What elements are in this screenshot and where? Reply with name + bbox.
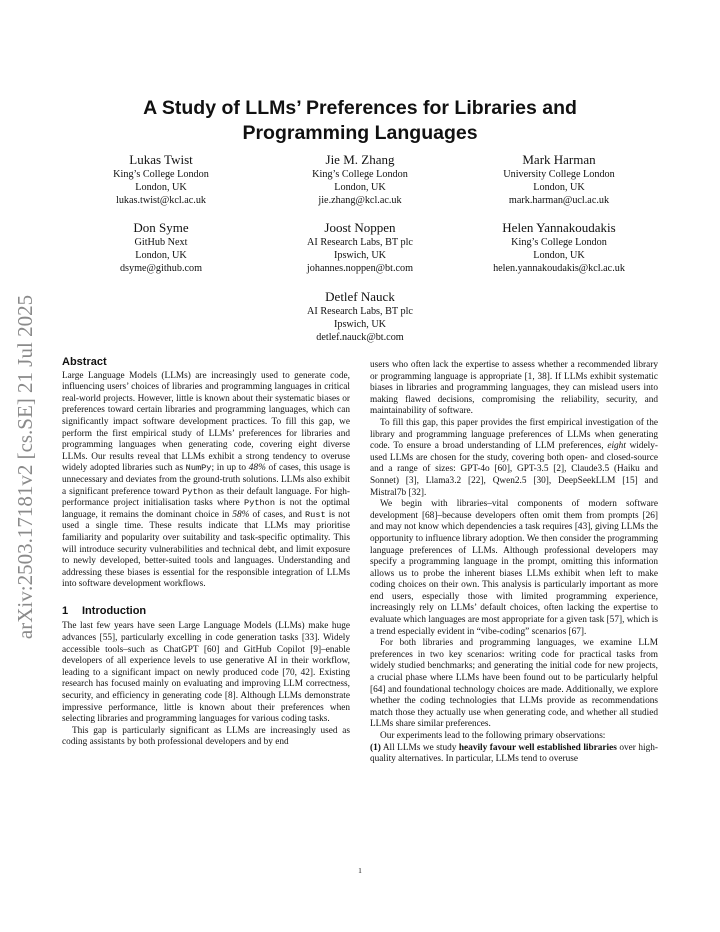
arxiv-stamp-text: arXiv:2503.17181v2 [cs.SE] 21 Jul 2025 — [13, 294, 37, 640]
author-name: Mark Harman — [522, 152, 596, 167]
author-name: Lukas Twist — [129, 152, 193, 167]
rust-code: Rust — [305, 509, 326, 520]
paper-title: A Study of LLMs’ Preferences for Libraries and Programming Languages — [143, 97, 577, 144]
author-name: Don Syme — [133, 220, 189, 235]
intro-paragraph: The last few years have seen Large Language Models (LLMs) make huge advances [55], particularly excelling in code generation tasks [33]. Widely accessible tools–such as ChatGPT [60] and GitHub Copilot [9]–enable developers of all experience levels to use generative AI in their workflow, leading to a significant impact on newly produced code [70, 42]. Existing research has focused mainly on evaluating and improving LLM correctness, security, and efficiency in generating code [8]. Although LLMs demonstrate impressive performance, little is known about their preferences when selecting libraries and programming languages for various coding tasks. — [62, 621, 350, 725]
author-location: London, UK — [533, 182, 585, 194]
author-card — [460, 152, 658, 208]
page-number: 1 — [358, 866, 362, 875]
arxiv-stamp — [4, 262, 48, 672]
author-name: Joost Noppen — [324, 220, 396, 235]
author-email: dsyme@github.com — [119, 263, 203, 275]
author-location: London, UK — [135, 250, 187, 262]
author-affiliation: King’s College London — [511, 237, 607, 248]
author-name: Helen Yannakoudakis — [502, 220, 616, 235]
author-email: helen.yannakoudakis@kcl.ac.uk — [493, 263, 625, 275]
author-location: London, UK — [135, 182, 187, 194]
numpy-code: NumPy — [185, 463, 212, 474]
author-location: Ipswich, UK — [333, 250, 387, 262]
author-email: mark.harman@ucl.ac.uk — [508, 195, 610, 207]
intro-paragraph: This gap is particularly significant as LLMs are increasingly used as coding assistants by both professional developers and by end — [62, 725, 350, 748]
abstract-paragraph: Large Language Models (LLMs) are increasingly used to generate code, influencing users’ choices of libraries and programming languages in critical real-world projects. However, little is known about their systematic biases or preferences toward certain libraries and programming languages, which can significantly impact software development practices. To fill this gap, we perform the first empirical study of LLMs’ preferences for libraries and programming languages when generating code, covering eight diverse LLMs. Our results reveal that LLMs exhibit a strong tendency to overuse widely adopted libraries such as NumPy; in up to 48% of cases, this usage is unnecessary and deviates from the ground-truth solutions. LLMs also exhibit a significant preference toward Python as their default language. For high-performance project initialisation tasks where Python is not the optimal language, it remains the dominant choice in 58% of cases, and Rust is not used a single time. These results indicate that LLMs may prioritise familiarity and popularity over suitability and task-specific optimality. This will introduce security vulnerabilities and technical debt, and limit exposure to newly developed, better-suited tools and languages. Understanding and addressing these biases is essential for the responsible integration of LLMs into software development workflows. — [62, 370, 350, 590]
body-paragraph: For both libraries and programming languages, we examine LLM preferences in two key scenarios: writing code for practical tasks from widely studied benchmarks; and generating the initial code for new projects, a crucial phase where LLMs have been found out to be particularly helpful [64] and foundational technology choices are made. Additionally, we explore whether the coding technologies that LLMs provide as recommendations match those they actually use when generating code, and whether all studied LLMs share similar preferences. — [370, 638, 658, 730]
author-location: London, UK — [334, 182, 386, 194]
author-card — [62, 220, 260, 276]
author-email: johannes.noppen@bt.com — [306, 263, 414, 275]
author-email: jie.zhang@kcl.ac.uk — [318, 195, 402, 207]
author-affiliation: AI Research Labs, BT plc — [307, 237, 413, 248]
author-email: lukas.twist@kcl.ac.uk — [115, 195, 207, 207]
author-card — [62, 152, 260, 208]
python-code: Python — [182, 486, 214, 497]
author-name: Detlef Nauck — [325, 289, 395, 304]
observation-paragraph: (1) All LLMs we study heavily favour well established libraries over high-quality alternatives. In particular, LLMs tend to overuse — [370, 742, 659, 765]
section-heading-introduction: 1 Introduction — [62, 604, 147, 617]
author-card — [460, 220, 658, 276]
author-affiliation: University College London — [503, 169, 615, 180]
author-location: Ipswich, UK — [333, 319, 387, 331]
body-paragraph: users who often lack the expertise to assess whether a recommended library or programming language is appropriate [1, 38]. If LLMs exhibit systematic biases in libraries and programming languages, they can mislead users into making flawed decisions, compromising the reliability, security, and maintainability of software. — [370, 360, 658, 417]
author-affiliation: AI Research Labs, BT plc — [307, 306, 413, 317]
abstract-heading: Abstract — [62, 356, 107, 368]
author-location: London, UK — [533, 250, 585, 262]
author-card — [261, 152, 459, 208]
author-affiliation: GitHub Next — [134, 237, 188, 248]
author-name: Jie M. Zhang — [325, 152, 395, 167]
python-code: Python — [244, 498, 275, 509]
left-column — [62, 357, 350, 749]
body-paragraph: To fill this gap, this paper provides the first empirical investigation of the library and programming language preferences of LLMs when generating code. To ensure a broad understanding of LLM preferences, eight widely-used LLMs are chosen for the study, covering both open- and closed-source and a range of sizes: GPT-4o [60], GPT-3.5 [2], Claude3.5 (Haiku and Sonnet) [3], Llama3.2 [22], Qwen2.5 [30], DeepSeekLLM [15] and Mistral7b [32]. — [370, 417, 658, 498]
body-paragraph: We begin with libraries–vital components of modern software development [68]–because developers often omit them from prompts [26] and may not know which dependencies a task requires [43], giving LLMs the opportunity to influence library adoption. We then consider the programming language preferences of LLMs. Although professional developers may specify a programming language in the prompt, omitting this information allows us to probe the inherent biases LLMs exhibit when left to make coding choices on their own. This analysis is particularly important as more end users, especially those with limited programming experience, increasingly rely on LLMs’ default choices, often lacking the expertise to evaluate which languages are most appropriate for a given task [57], which is a trend especially evident in “vibe-coding” scenarios [67]. — [370, 499, 658, 637]
author-affiliation: King’s College London — [113, 169, 209, 180]
body-paragraph: Our experiments lead to the following primary observations: — [380, 731, 606, 741]
author-card — [261, 220, 459, 276]
right-column — [370, 360, 658, 766]
author-affiliation: King’s College London — [312, 169, 408, 180]
author-email: detlef.nauck@bt.com — [316, 332, 404, 344]
author-card — [261, 289, 459, 345]
